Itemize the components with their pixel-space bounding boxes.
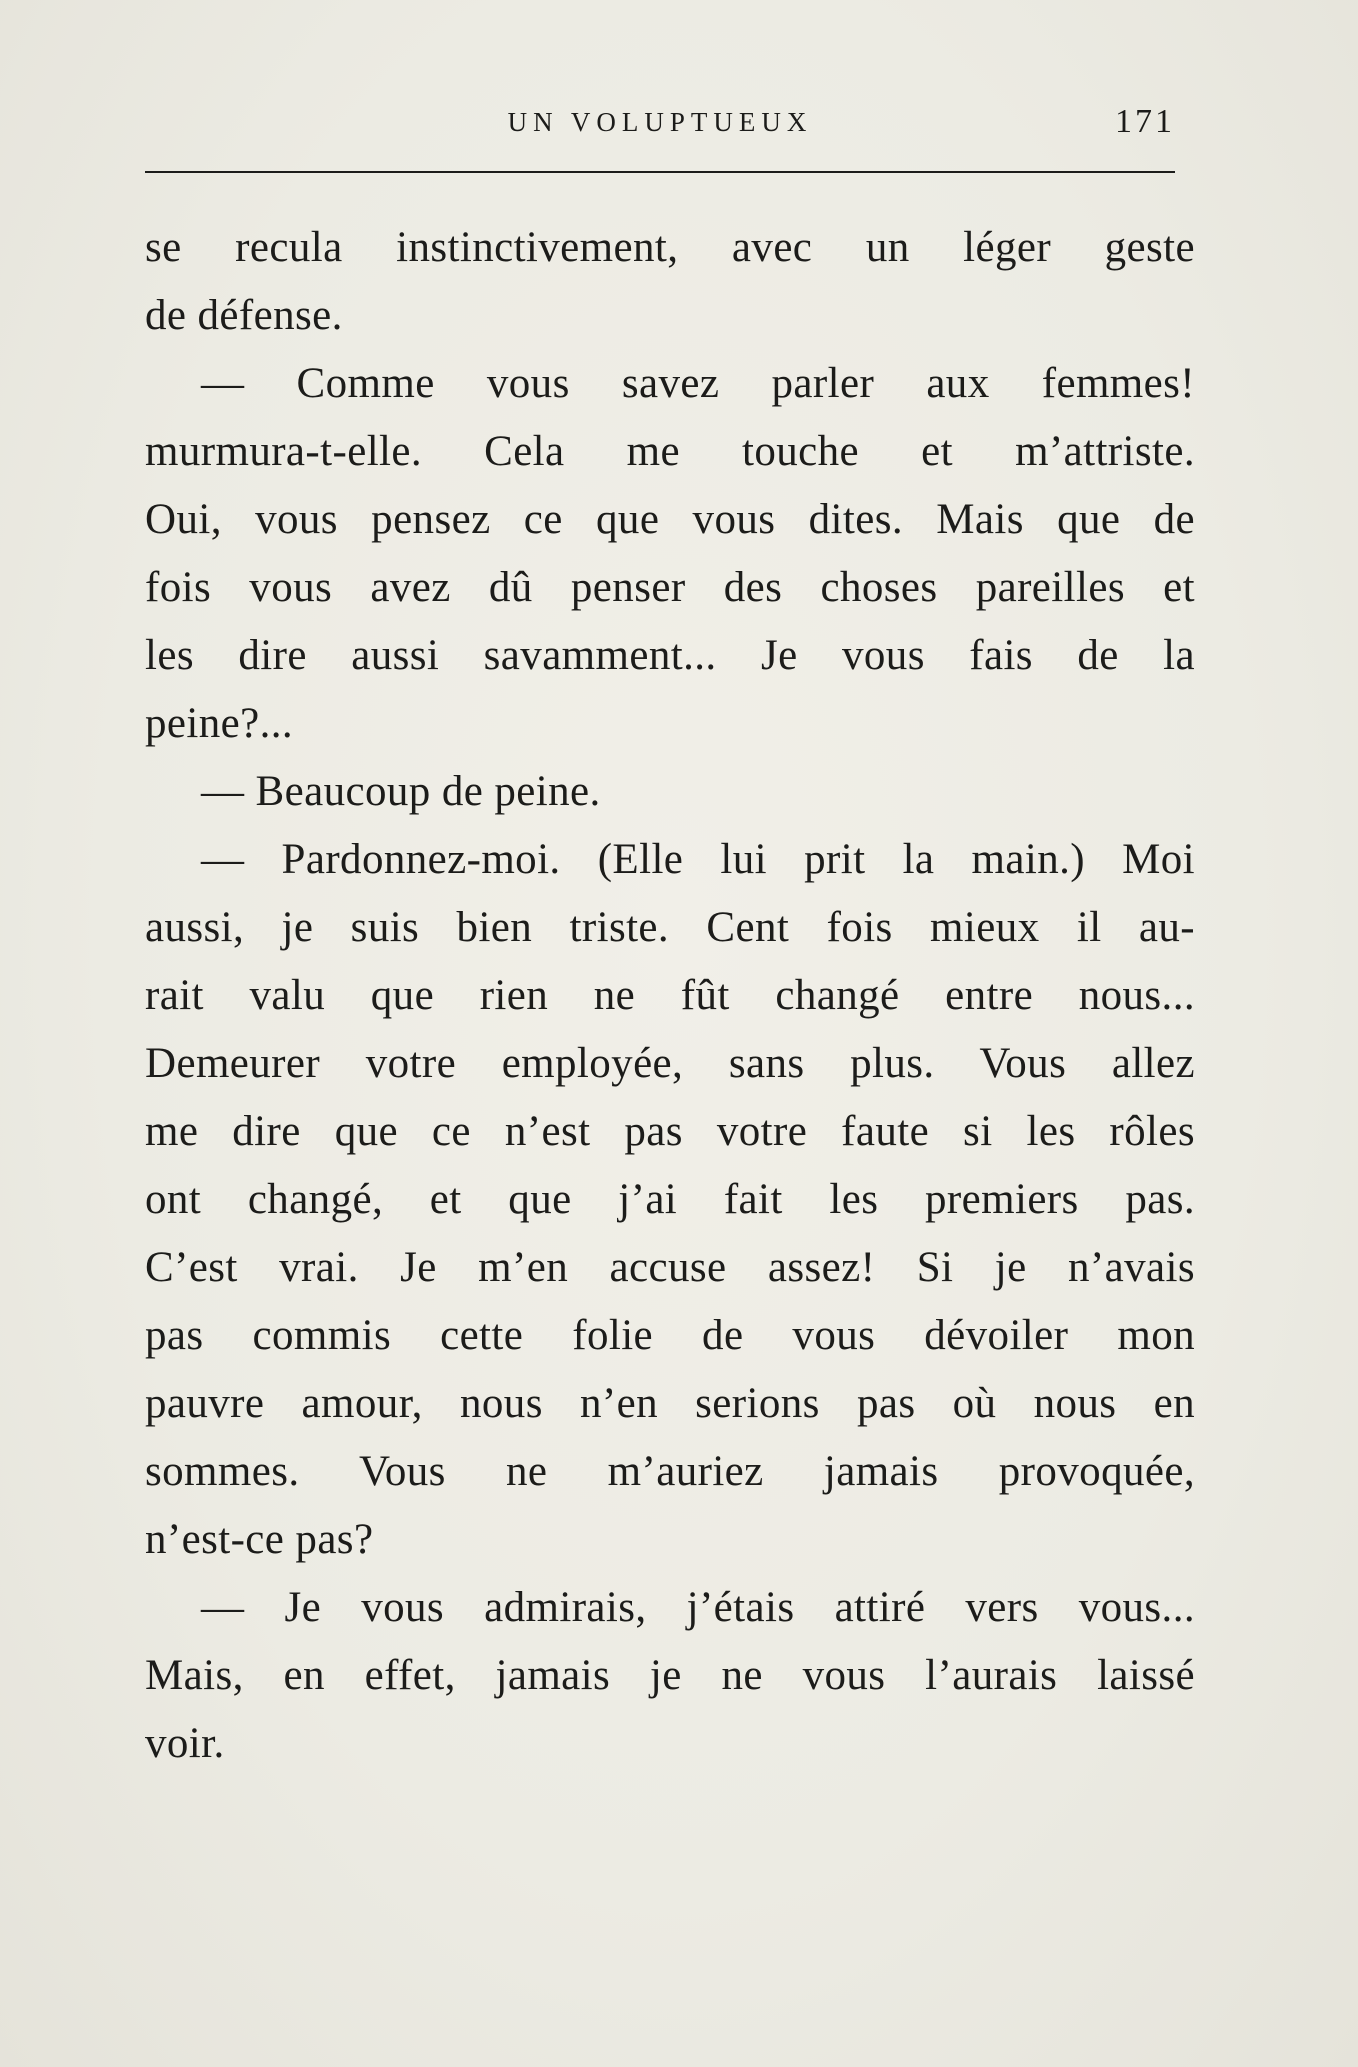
text-line: voir. xyxy=(145,1720,225,1767)
header-rule xyxy=(145,171,1175,173)
text-line: pas commis cette folie de vous dévoiler mon xyxy=(145,1312,1195,1359)
text-line: — Pardonnez-moi. (Elle lui prit la main.) Moi xyxy=(201,836,1195,883)
text-line: se recula instinctivement, avec un léger geste xyxy=(145,224,1195,271)
running-title: UN VOLUPTUEUX xyxy=(507,107,813,137)
text-line: C’est vrai. Je m’en accuse assez! Si je n’avais xyxy=(145,1244,1195,1291)
text-line: les dire aussi savamment... Je vous fais de la xyxy=(145,632,1195,679)
text-line: me dire que ce n’est pas votre faute si les rôles xyxy=(145,1108,1195,1155)
text-line: — Comme vous savez parler aux femmes! xyxy=(201,360,1195,407)
text-line: Demeurer votre employée, sans plus. Vous allez xyxy=(145,1040,1195,1087)
text-line: n’est-ce pas? xyxy=(145,1516,374,1563)
text-line: Mais, en effet, jamais je ne vous l’aurais laissé xyxy=(145,1652,1195,1699)
text-line: peine?... xyxy=(145,700,294,747)
text-line: sommes. Vous ne m’auriez jamais provoquée, xyxy=(145,1448,1195,1495)
running-head xyxy=(145,97,1175,147)
page-number: 171 xyxy=(1115,103,1175,140)
text-line: aussi, je suis bien triste. Cent fois mieux il au- xyxy=(145,904,1195,951)
text-line: Oui, vous pensez ce que vous dites. Mais que de xyxy=(145,496,1195,543)
text-line: de défense. xyxy=(145,292,343,339)
text-line: fois vous avez dû penser des choses pareilles et xyxy=(145,564,1195,611)
text-line: murmura-t-elle. Cela me touche et m’attriste. xyxy=(145,428,1195,475)
body-text xyxy=(145,214,1195,1778)
text-line: — Beaucoup de peine. xyxy=(201,768,601,815)
text-line: pauvre amour, nous n’en serions pas où nous en xyxy=(145,1380,1195,1427)
text-line: rait valu que rien ne fût changé entre nous... xyxy=(145,972,1195,1019)
text-line: ont changé, et que j’ai fait les premiers pas. xyxy=(145,1176,1195,1223)
text-line: — Je vous admirais, j’étais attiré vers vous... xyxy=(201,1584,1195,1631)
